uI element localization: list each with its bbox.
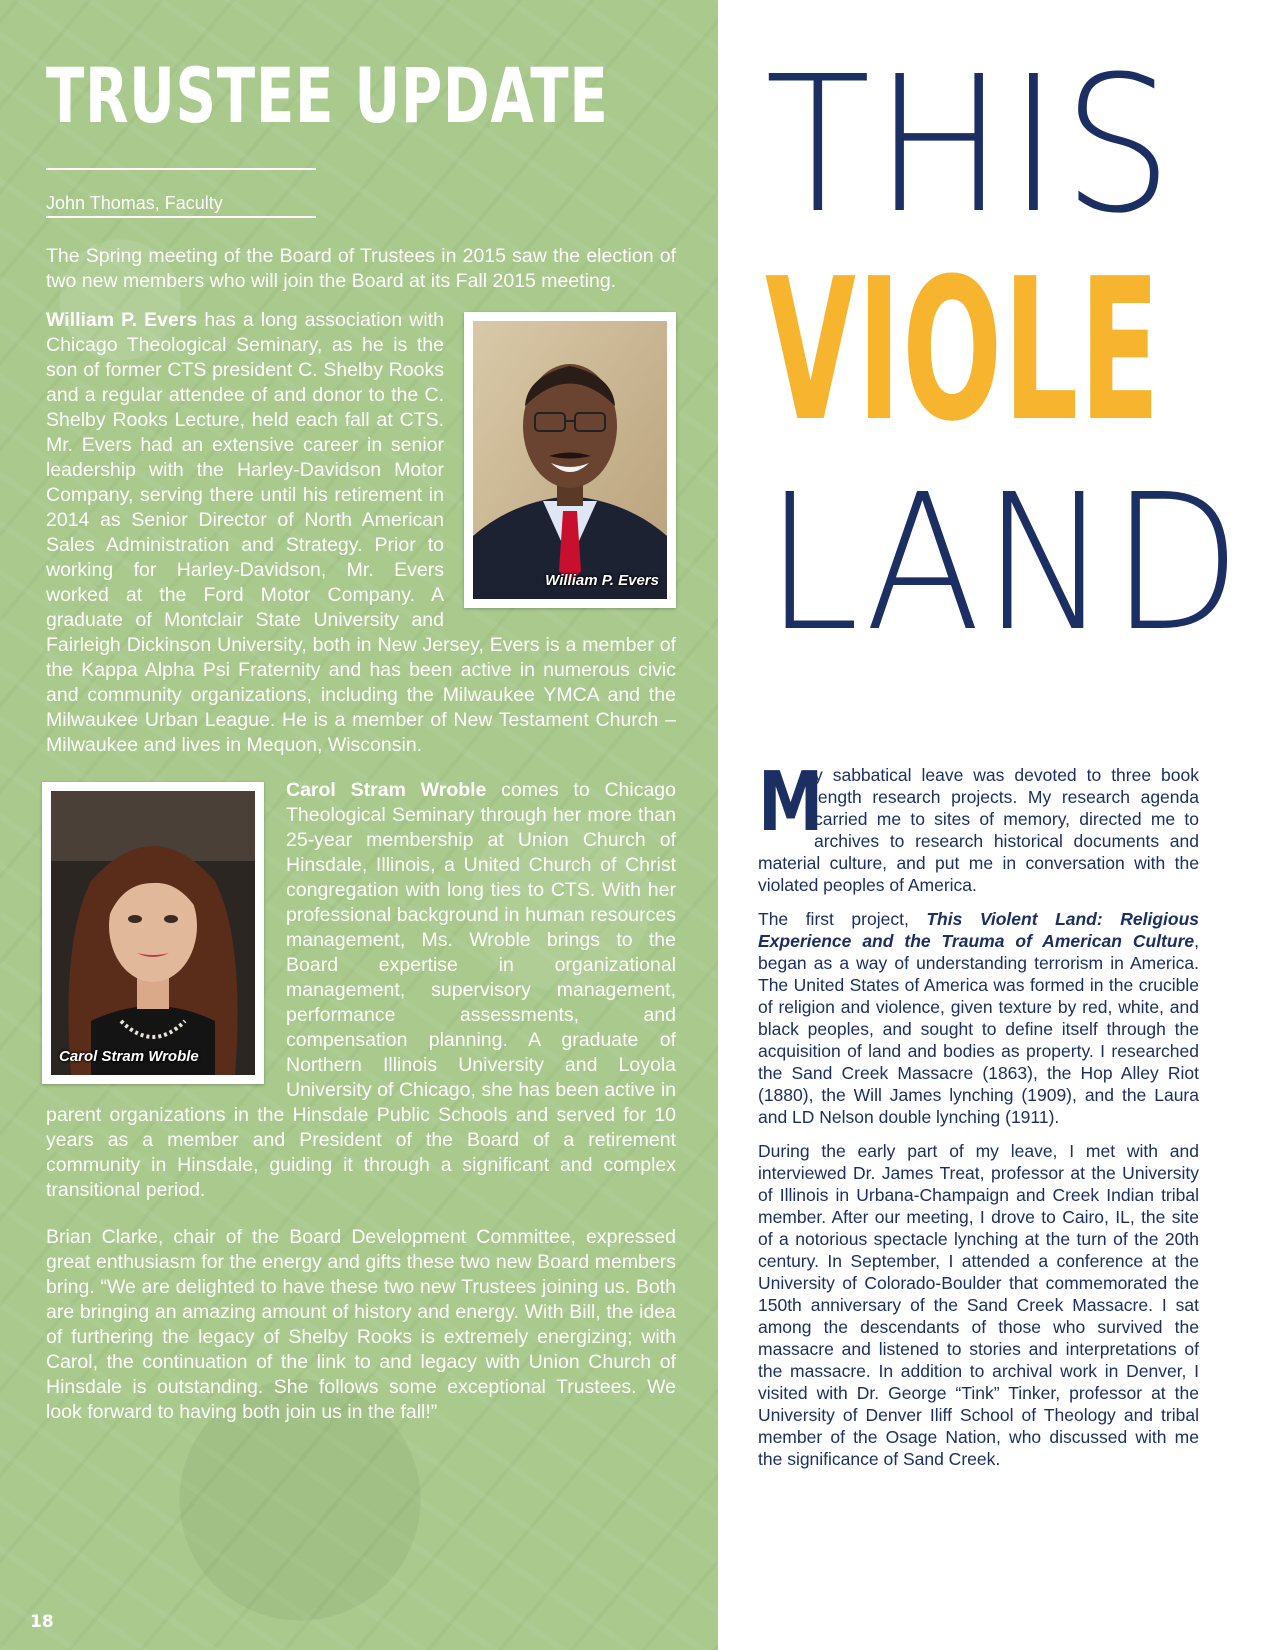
evers-name: William P. Evers [46,309,198,331]
book-title: This Violent Land: Religious Experience and the Trauma of American Culture [758,909,1199,951]
article-paragraph-1 [758,755,1199,896]
byline: John Thomas, Faculty [46,193,223,213]
intro-paragraph: The Spring meeting of the Board of Trustees in 2015 saw the election of two new members who will join the Board at its Fall 2015 meeting. [46,245,676,292]
article-paragraph-3: During the early part of my leave, I met with and interviewed Dr. James Treat, professor at the University of Illinois in Urbana-Champaign and Creek Indian tribal member. After our meeting, I drove to Cairo, IL, the site of a notorious spectacle lynching at the turn of the 20th century. In September, I attended a conference at the University of Colorado-Boulder that commemorated the 150th anniversary of the Sand Creek Massacre. I sat among the descendants of those who survived the massacre and listened to stories and interpretations of the massacre. In addition to archival work in Denver, I visited with Dr. George “Tink” Tinker, professor at the University of Denver Iliff School of Theology and tribal member of the Osage Nation, who discussed with me the significance of Sand Creek. [758,1141,1199,1469]
closing-paragraph: Brian Clarke, chair of the Board Development Committee, expressed great enthusiasm for the energy and gifts these two new Board members bring. “We are delighted to have these two new Trustees joining us. Both are bringing an amazing amount of history and energy. With Bill, the idea of furthering the legacy of Shelby Rooks is extremely energizing; with Carol, the continuation of the link to and legacy with Union Church of Hinsdale is outstanding. She follows some exceptional Trustees. We look forward to having both join us in the fall!” [46,1226,676,1423]
wroble-paragraph [46,778,676,1203]
violent-land-article [758,755,1199,1482]
wroble-portrait-image [51,791,255,1075]
evers-bio: has a long association with Chicago Theological Seminary, as he is the son of former CTS president C. Shelby Rooks and a regular attendee of and donor to the C. Shelby Rooks Lecture, held each fall at CTS. Mr. Evers had an extensive career in senior leadership with the Harley-Davidson Motor Company, serving there until his retirement in 2014 as Senior Director of North American Sales Administration and Strategy. Prior to working for Harley-Davidson, Mr. Evers worked at the Ford Motor Company. A graduate of Montclair State University and Fairleigh Dickinson University, both in New Jersey, Evers is a member of the Kappa Alpha Psi Fraternity and has been active in numerous civic and community organizations, including the Milwaukee YMCA and the Milwaukee Urban League. He is a member of New Testament Church – Milwaukee and lives in Mequon, Wisconsin. [46,309,676,756]
page-number: 18 [30,1612,54,1632]
headline-viole: VIOLE [765,237,1162,465]
evers-photo [464,312,676,608]
title-divider [46,168,316,170]
article-paragraph-1-text: y sabbatical leave was devoted to three book length research projects. My research agenda carried me to sites of memory, directed me to archives to research historical documents and material culture, and put me in conversation with the violated peoples of America. [758,765,1199,895]
article-paragraph-2-lead: The first project, [758,909,927,929]
wroble-portrait-illustration [51,791,255,1075]
evers-portrait-image [473,321,667,599]
wroble-caption: Carol Stram Wroble [59,1048,199,1065]
evers-paragraph [46,308,676,758]
evers-portrait-illustration [473,321,667,599]
byline-divider [46,216,316,218]
headline-this: THIS [765,36,1177,255]
drop-cap: M [758,755,824,850]
wroble-name: Carol Stram Wroble [286,779,487,801]
page-title: TRUSTEE UPDATE [46,51,609,140]
article-paragraph-2 [758,908,1199,1128]
evers-caption: William P. Evers [545,572,659,589]
wroble-bio: comes to Chicago Theological Seminary through her more than 25-year membership at Union Church of Hinsdale, Illinois, a United Church of Christ congregation with long ties to CTS. With her professional background in human resources management, Ms. Wroble brings to the Board expertise in organizational management, supervisory management, performance assessments, and compensation planning. A graduate of Northern Illinois University and Loyola University of Chicago, she has been active in parent organizations in the Hinsdale Public Schools and served for 10 years as a member and President of the Board of a retirement community in Hinsdale, guiding it through a significant and complex transitional period. [46,779,676,1201]
wroble-photo [42,782,264,1084]
trustee-article [46,244,676,1439]
article-paragraph-2-text: , began as a way of understanding terrorism in America. The United States of America was formed in the crucible of religion and violence, given texture by red, white, and black peoples, and sought to define itself through the acquisition of land and bodies as property. I researched the Sand Creek Massacre (1863), the Hop Alley Riot (1880), the Will James lynching (1909), and the Laura and LD Nelson double lynching (1911). [758,931,1199,1127]
headline-land: LAND [765,454,1243,673]
